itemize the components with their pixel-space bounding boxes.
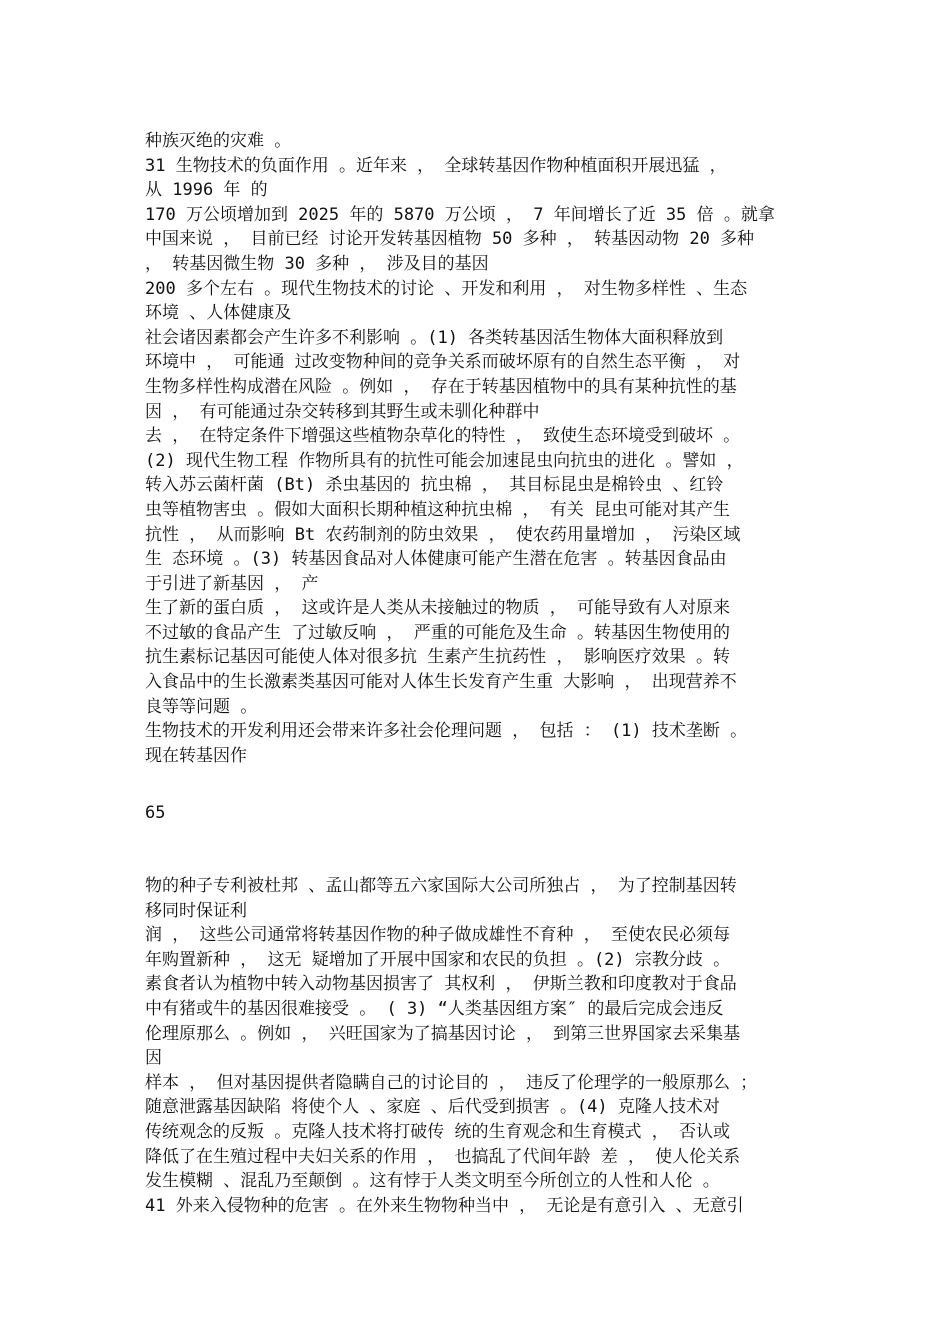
text-line: 伦理原那么 。例如 ， 兴旺国家为了搞基因讨论 ， 到第三世界国家去采集基 (145, 1023, 741, 1044)
text-line: 因 ， 有可能通过杂交转移到其野生或未驯化种群中 (145, 401, 540, 422)
text-line: 200 多个左右 。现代生物技术的讨论 、开发和利用 ， 对生物多样性 、生态 (145, 278, 748, 299)
text-line: 转入苏云菌杆菌 (Bt) 杀虫基因的 抗虫棉 ， 其目标昆虫是棉铃虫 、红铃 (145, 475, 724, 496)
text-line: 中有猪或牛的基因很难接受 。 ( 3) “人类基因组方案″ 的最后完成会违反 (145, 998, 724, 1019)
text-line: 抗生素标记基因可能使人体对很多抗 生素产生抗药性 ， 影响医疗效果 。转 (145, 647, 730, 668)
text-line: 发生模糊 、混乱乃至颠倒 。这有悖于人类文明至今所创立的人性和人伦 。 (145, 1171, 720, 1192)
page-number: 65 (145, 803, 166, 823)
text-line: 生 态环境 。(3) 转基因食品对人体健康可能产生潜在危害 。转基因食品由 (145, 549, 727, 570)
text-block-lower (145, 874, 825, 1218)
text-line: 年购置新种 ， 这无 疑增加了开展中国家和农民的负担 。(2) 宗教分歧 。 (145, 949, 731, 970)
text-line: 虫等植物害虫 。假如大面积长期种植这种抗虫棉 ， 有关 昆虫可能对其产生 (145, 499, 730, 520)
text-line: 抗性 ， 从而影响 Bt 农药制剂的防虫效果 ， 使农药用量增加 ， 污染区域 (145, 524, 741, 545)
text-line: 环境 、人体健康及 (145, 303, 292, 324)
text-line: 传统观念的反叛 。克隆人技术将打破传 统的生育观念和生育模式 ， 否认或 (145, 1121, 730, 1142)
text-line: 去 ， 在特定条件下增强这些植物杂草化的特性 ， 致使生态环境受到破坏 。 (145, 426, 741, 447)
text-line: 中国来说 ， 目前已经 讨论开发转基因植物 50 多种 ， 转基因动物 20 多种 (145, 229, 755, 250)
text-line: 不过敏的食品产生 了过敏反响 ， 严重的可能危及生命 。转基因生物使用的 (145, 622, 730, 643)
text-line: 良等等问题 。 (145, 696, 258, 717)
text-line: 生物多样性构成潜在风险 。例如 ， 存在于转基因植物中的具有某种抗性的基 (145, 376, 737, 397)
text-line: 入食品中的生长激素类基因可能对人体生长发育产生重 大影响 ， 出现营养不 (145, 672, 737, 693)
text-line: 环境中 ， 可能通 过改变物种间的竞争关系而破坏原有的自然生态平衡 ， 对 (145, 352, 741, 373)
text-line: 170 万公顷增加到 2025 年的 5870 万公顷 ， 7 年间增长了近 35 倍 。就拿 (145, 204, 775, 225)
text-line: 从 1996 年 的 (145, 180, 268, 201)
text-line: 移同时保证利 (145, 900, 247, 921)
text-line: 41 外来入侵物种的危害 。在外来生物物种当中 ， 无论是有意引入 、无意引 (145, 1195, 744, 1216)
text-line: 于引进了新基因 ， 产 (145, 573, 319, 594)
text-line: 现在转基因作 (145, 745, 247, 766)
text-line: 物的种子专利被杜邦 、孟山都等五六家国际大公司所独占 ， 为了控制基因转 (145, 876, 737, 896)
text-line: ， 转基因微生物 30 多种 ， 涉及目的基因 (145, 253, 489, 274)
text-line: 31 生物技术的负面作用 。近年来 ， 全球转基因作物种植面积开展迅猛 ， (145, 155, 727, 176)
text-line: 降低了在生殖过程中夫妇关系的作用 ， 也搞乱了代间年龄 差 ， 使人伦关系 (145, 1146, 741, 1167)
text-line: 润 ， 这些公司通常将转基因作物的种子做成雄性不育种 ， 至使农民必须每 (145, 925, 730, 946)
text-block-upper (145, 129, 825, 768)
text-line: 素食者认为植物中转入动物基因损害了 其权利 ， 伊斯兰教和印度教对于食品 (145, 974, 737, 995)
text-line: (2) 现代生物工程 作物所具有的抗性可能会加速昆虫向抗虫的进化 。譬如 ， (145, 450, 744, 471)
text-line: 种族灭绝的灾难 。 (145, 131, 292, 151)
text-line: 社会诸因素都会产生许多不利影响 。(1) 各类转基因活生物体大面积释放到 (145, 327, 724, 348)
text-line: 随意泄露基因缺陷 将使个人 、家庭 、后代受到损害 。(4) 克隆人技术对 (145, 1097, 720, 1118)
text-line: 因 (145, 1048, 162, 1069)
text-line: 生物技术的开发利用还会带来许多社会伦理问题 ， 包括 ： (1) 技术垄断 。 (145, 721, 748, 742)
text-line: 样本 ， 但对基因提供者隐瞒自己的讨论目的 ， 违反了伦理学的一般原那么 ； (145, 1072, 758, 1093)
text-line: 生了新的蛋白质 ， 这或许是人类从未接触过的物质 ， 可能导致有人对原来 (145, 598, 730, 619)
